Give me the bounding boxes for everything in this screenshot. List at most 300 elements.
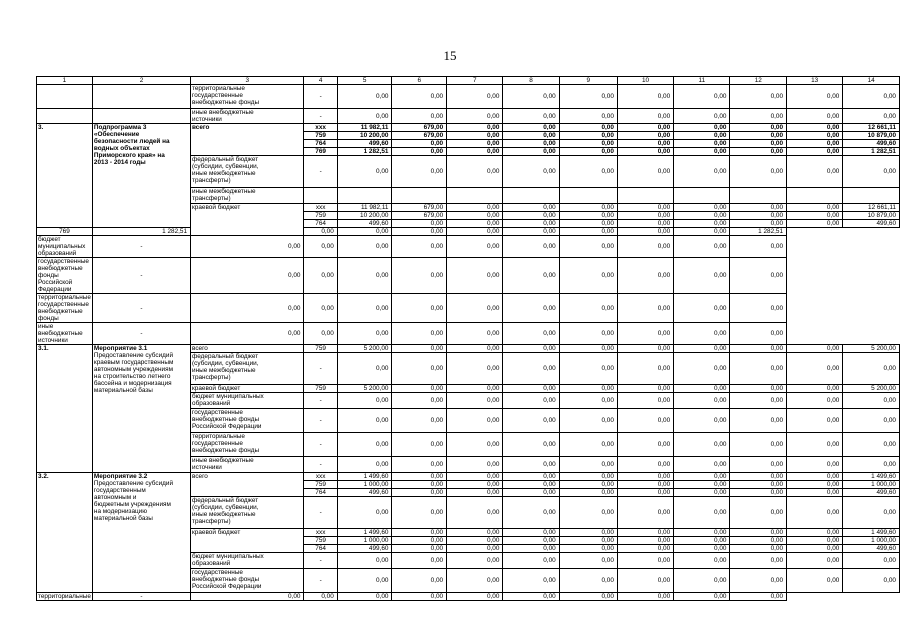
budget-code: - — [304, 553, 337, 569]
amount-cell-col-12: 0,00 — [730, 457, 787, 473]
amount-cell-col-12: 0,00 — [730, 569, 787, 593]
funding-source: бюджет муниципальных образований — [191, 393, 304, 409]
amount-cell-col-7: 0,00 — [447, 385, 503, 393]
budget-code: 769 — [37, 228, 93, 236]
amount-cell-col-13: 0,00 — [787, 545, 843, 553]
amount-cell-col-11: 0,00 — [559, 228, 617, 236]
amount-cell-col-6: 0,00 — [304, 323, 337, 345]
item-title: Мероприятие 3.1 Предоставление субсидий краевым государственным автономным учреждениям на строительство летнего бассейна и модернизация материальной базы — [92, 345, 190, 473]
funding-source: иные внебюджетные источники — [191, 457, 304, 473]
funding-source: территориальные — [38, 593, 91, 600]
amount-cell-col-9: 0,00 — [559, 529, 617, 537]
amount-cell-col-13: 0,00 — [787, 473, 843, 481]
amount-cell-col-12: 0,00 — [730, 553, 787, 569]
amount-cell-col-5: 0,00 — [337, 553, 392, 569]
amount-cell-col-14: 0,00 — [730, 323, 787, 345]
table-row — [37, 109, 900, 124]
amount-cell-col-13: 0,00 — [787, 212, 843, 220]
amount-cell-col-5: 0,00 — [191, 236, 304, 258]
amount-cell-col-5: 10 200,00 — [337, 212, 392, 220]
table-row — [37, 124, 900, 132]
amount-cell-col-7: 0,00 — [447, 148, 503, 156]
budget-code: - — [304, 409, 337, 433]
amount-cell-col-13: 0,00 — [787, 132, 843, 140]
amount-cell-col-7: 0,00 — [447, 345, 503, 353]
amount-cell-col-8: 0,00 — [503, 409, 559, 433]
amount-cell-col-5: 0,00 — [337, 457, 392, 473]
amount-cell-col-8: 0,00 — [392, 228, 447, 236]
funding-source: бюджет муниципальных образований — [191, 553, 304, 569]
amount-cell-col-7: 0,00 — [447, 481, 503, 489]
amount-cell-col-5: 0,00 — [337, 109, 392, 124]
amount-cell-col-13: 0,00 — [787, 569, 843, 593]
funding-source: федеральный бюджет (субсидии, субвенции, иные межбюджетные трансферты) — [191, 497, 304, 529]
amount-cell-col-14: 12 661,11 — [843, 204, 900, 212]
amount-cell-col-12: 0,00 — [730, 385, 787, 393]
amount-cell-col-11: 0,00 — [559, 323, 617, 345]
amount-cell-col-6: 0,00 — [392, 85, 447, 109]
amount-cell-col-10: 0,00 — [617, 473, 673, 481]
amount-cell-col-9: 0,00 — [559, 473, 617, 481]
amount-cell-col-6: 679,00 — [392, 204, 447, 212]
amount-cell-col-5: 0,00 — [337, 156, 392, 188]
funding-source: территориальные государственные внебюджетные фонды — [191, 433, 304, 457]
amount-cell-col-10: 0,00 — [617, 124, 673, 132]
amount-cell-col-7 — [447, 188, 503, 204]
amount-cell-col-12: 0,00 — [730, 85, 787, 109]
amount-cell-col-14: 5 200,00 — [843, 345, 900, 353]
amount-cell-col-7: 0,00 — [337, 258, 392, 294]
amount-cell-col-9: 0,00 — [559, 212, 617, 220]
item-title — [92, 109, 190, 124]
budget-code: - — [304, 569, 337, 593]
amount-cell-col-10: 0,00 — [617, 497, 673, 529]
amount-cell-col-14: 1 282,51 — [730, 228, 787, 236]
amount-cell-col-6: 0,00 — [392, 545, 447, 553]
amount-cell-col-7: 0,00 — [337, 593, 392, 601]
amount-cell-col-9: 0,00 — [559, 433, 617, 457]
amount-cell-col-10: 0,00 — [617, 353, 673, 385]
amount-cell-col-11: 0,00 — [674, 457, 730, 473]
item-title: Мероприятие 3.2 Предоставление субсидий государственным автономным и бюджетным учреждениям на модернизацию материальной базы — [92, 473, 190, 593]
budget-code: - — [304, 156, 337, 188]
amount-cell-col-9: 0,00 — [447, 593, 503, 601]
budget-code: 759 — [304, 537, 337, 545]
amount-cell-col-13: 0,00 — [787, 204, 843, 212]
amount-cell-col-8: 0,00 — [503, 220, 559, 228]
amount-cell-col-12: 0,00 — [730, 204, 787, 212]
amount-cell-col-5: 0,00 — [337, 569, 392, 593]
amount-cell-col-11: 0,00 — [674, 481, 730, 489]
amount-cell-col-7: 0,00 — [447, 497, 503, 529]
amount-cell-col-12: 0,00 — [617, 593, 673, 601]
table-row — [37, 323, 900, 345]
funding-source: иные внебюджетные источники — [191, 109, 304, 124]
item-number: 3. — [37, 124, 93, 228]
amount-cell-col-12: 0,00 — [617, 236, 673, 258]
amount-cell-col-14: 0,00 — [730, 258, 787, 294]
funding-source: иные межбюджетные трансферты) — [191, 188, 304, 204]
amount-cell-col-7: 0,00 — [447, 433, 503, 457]
amount-cell-col-10: 0,00 — [503, 236, 559, 258]
funding-source: всего — [191, 345, 304, 353]
amount-cell-col-6: 0,00 — [392, 569, 447, 593]
amount-cell-col-10: 0,00 — [617, 569, 673, 593]
budget-code: - — [304, 433, 337, 457]
amount-cell-col-8: 0,00 — [503, 545, 559, 553]
amount-cell-col-8: 0,00 — [503, 85, 559, 109]
amount-cell-col-5: 0,00 — [191, 323, 304, 345]
amount-cell-col-5: 1 499,60 — [337, 473, 392, 481]
budget-code: - — [92, 593, 190, 601]
budget-table — [36, 76, 900, 601]
amount-cell-col-12: 0,00 — [730, 140, 787, 148]
amount-cell-col-6: 0,00 — [392, 497, 447, 529]
amount-cell-col-8: 0,00 — [503, 529, 559, 537]
funding-source: государственные внебюджетные фонды Российской Федерации — [191, 409, 304, 433]
amount-cell-col-5: 499,60 — [337, 545, 392, 553]
amount-cell-col-7: 0,00 — [447, 457, 503, 473]
amount-cell-col-14: 5 200,00 — [843, 385, 900, 393]
amount-cell-col-13: 0,00 — [787, 345, 843, 353]
amount-cell-col-8: 0,00 — [392, 294, 447, 323]
budget-code: 764 — [304, 489, 337, 497]
amount-cell-col-12: 0,00 — [617, 228, 673, 236]
column-number-row — [37, 77, 900, 85]
amount-cell-col-11: 0,00 — [674, 385, 730, 393]
amount-cell-col-6: 0,00 — [392, 457, 447, 473]
amount-cell-col-6: 0,00 — [392, 156, 447, 188]
amount-cell-col-14: 0,00 — [843, 156, 900, 188]
amount-cell-col-14: 0,00 — [730, 593, 787, 601]
budget-code: - — [92, 236, 190, 258]
amount-cell-col-13: 0,00 — [674, 593, 730, 601]
amount-cell-col-14: 0,00 — [843, 409, 900, 433]
amount-cell-col-10: 0,00 — [617, 85, 673, 109]
column-number-7: 7 — [447, 77, 503, 85]
amount-cell-col-8: 0,00 — [503, 473, 559, 481]
funding-source: иные внебюджетные источники — [37, 323, 93, 345]
amount-cell-col-7: 0,00 — [447, 212, 503, 220]
amount-cell-col-10: 0,00 — [617, 393, 673, 409]
amount-cell-col-8: 0,00 — [503, 393, 559, 409]
amount-cell-col-8: 0,00 — [392, 236, 447, 258]
amount-cell-col-9: 0,00 — [559, 204, 617, 212]
amount-cell-col-8: 0,00 — [503, 537, 559, 545]
amount-cell-col-14: 0,00 — [843, 353, 900, 385]
amount-cell-col-14: 499,60 — [843, 140, 900, 148]
funding-source: государственные внебюджетные фонды Российской Федерации — [37, 258, 93, 294]
amount-cell-col-11: 0,00 — [674, 553, 730, 569]
amount-cell-col-6: 0,00 — [392, 433, 447, 457]
amount-cell-col-10: 0,00 — [617, 212, 673, 220]
amount-cell-col-10: 0,00 — [617, 148, 673, 156]
amount-cell-col-13: 0,00 — [787, 553, 843, 569]
amount-cell-col-13: 0,00 — [787, 497, 843, 529]
column-number-5: 5 — [337, 77, 392, 85]
amount-cell-col-8 — [503, 188, 559, 204]
amount-cell-col-7: 0,00 — [447, 569, 503, 593]
amount-cell-col-7: 0,00 — [447, 529, 503, 537]
budget-code: 764 — [304, 220, 337, 228]
amount-cell-col-14: 0,00 — [843, 553, 900, 569]
amount-cell-col-11: 0,00 — [674, 109, 730, 124]
amount-cell-col-11: 0,00 — [674, 345, 730, 353]
amount-cell-col-8: 0,00 — [503, 433, 559, 457]
funding-source: федеральный бюджет (субсидии, субвенции, иные межбюджетные трансферты) — [191, 156, 304, 188]
amount-cell-col-9: 0,00 — [559, 220, 617, 228]
amount-cell-col-13: 0,00 — [787, 353, 843, 385]
amount-cell-col-9: 0,00 — [559, 457, 617, 473]
amount-cell-col-9: 0,00 — [559, 148, 617, 156]
amount-cell-col-5: 11 982,11 — [337, 204, 392, 212]
amount-cell-col-9: 0,00 — [559, 497, 617, 529]
amount-cell-col-13: 0,00 — [787, 220, 843, 228]
amount-cell-col-8: 0,00 — [503, 497, 559, 529]
amount-cell-col-8: 0,00 — [503, 109, 559, 124]
amount-cell-col-9: 0,00 — [559, 132, 617, 140]
amount-cell-col-8: 0,00 — [392, 258, 447, 294]
budget-table-wrapper — [36, 76, 900, 601]
amount-cell-col-8: 0,00 — [503, 353, 559, 385]
amount-cell-col-7: 0,00 — [337, 323, 392, 345]
budget-code: xxx — [304, 204, 337, 212]
amount-cell-col-11: 0,00 — [674, 148, 730, 156]
amount-cell-col-14: 1 499,60 — [843, 473, 900, 481]
amount-cell-col-5: 0,00 — [337, 85, 392, 109]
amount-cell-col-8: 0,00 — [503, 148, 559, 156]
amount-cell-col-8: 0,00 — [503, 385, 559, 393]
amount-cell-col-6: 0,00 — [392, 393, 447, 409]
amount-cell-col-14: 0,00 — [843, 393, 900, 409]
page-number: 15 — [443, 48, 457, 63]
amount-cell-col-6: 0,00 — [304, 294, 337, 323]
amount-cell-col-11: 0,00 — [674, 473, 730, 481]
amount-cell-col-5: 5 200,00 — [337, 385, 392, 393]
amount-cell-col-14: 0,00 — [843, 433, 900, 457]
column-number-12: 12 — [730, 77, 787, 85]
amount-cell-col-11: 0,00 — [674, 569, 730, 593]
amount-cell-col-10: 0,00 — [617, 409, 673, 433]
budget-code: - — [304, 393, 337, 409]
amount-cell-col-14: 499,60 — [843, 545, 900, 553]
amount-cell-col-6: 679,00 — [392, 212, 447, 220]
amount-cell-col-7: 0,00 — [447, 140, 503, 148]
amount-cell-col-14: 1 282,51 — [843, 148, 900, 156]
amount-cell-col-7: 0,00 — [447, 220, 503, 228]
amount-cell-col-6: 0,00 — [392, 409, 447, 433]
amount-cell-col-9: 0,00 — [559, 345, 617, 353]
amount-cell-col-10: 0,00 — [617, 220, 673, 228]
amount-cell-col-9: 0,00 — [559, 489, 617, 497]
amount-cell-col-8: 0,00 — [392, 593, 447, 601]
amount-cell-col-7: 0,00 — [447, 132, 503, 140]
amount-cell-col-6: 0,00 — [392, 473, 447, 481]
amount-cell-col-7: 0,00 — [447, 204, 503, 212]
amount-cell-col-6: 0,00 — [392, 553, 447, 569]
amount-cell-col-6: 0,00 — [304, 593, 337, 601]
amount-cell-col-12: 0,00 — [617, 323, 673, 345]
amount-cell-col-13: 0,00 — [787, 148, 843, 156]
budget-code: 759 — [304, 345, 337, 353]
amount-cell-col-10: 0,00 — [617, 385, 673, 393]
column-number-9: 9 — [559, 77, 617, 85]
table-body — [37, 77, 900, 601]
amount-cell-col-9: 0,00 — [559, 553, 617, 569]
amount-cell-col-12: 0,00 — [730, 409, 787, 433]
amount-cell-col-8: 0,00 — [503, 132, 559, 140]
amount-cell-col-5: 0,00 — [337, 393, 392, 409]
budget-code: 759 — [304, 481, 337, 489]
amount-cell-col-5: 1 282,51 — [92, 228, 190, 236]
amount-cell-col-9: 0,00 — [447, 236, 503, 258]
amount-cell-col-14: 0,00 — [843, 569, 900, 593]
amount-cell-col-9: 0,00 — [559, 569, 617, 593]
budget-code: xxx — [304, 473, 337, 481]
amount-cell-col-5: 0,00 — [337, 497, 392, 529]
amount-cell-col-11: 0,00 — [674, 537, 730, 545]
amount-cell-col-5: 1 000,00 — [337, 481, 392, 489]
amount-cell-col-13: 0,00 — [787, 409, 843, 433]
budget-code: - — [304, 457, 337, 473]
amount-cell-col-13: 0,00 — [787, 433, 843, 457]
table-row — [37, 258, 900, 294]
amount-cell-col-10: 0,00 — [617, 345, 673, 353]
amount-cell-col-9: 0,00 — [559, 109, 617, 124]
amount-cell-col-9: 0,00 — [559, 385, 617, 393]
amount-cell-col-14: 0,00 — [843, 497, 900, 529]
budget-code: - — [92, 323, 190, 345]
amount-cell-col-10: 0,00 — [503, 294, 559, 323]
table-row — [37, 593, 900, 601]
amount-cell-col-7: 0,00 — [337, 236, 392, 258]
amount-cell-col-14: 0,00 — [730, 294, 787, 323]
item-number — [37, 85, 93, 109]
funding-source: краевой бюджет — [191, 204, 304, 236]
amount-cell-col-11: 0,00 — [674, 393, 730, 409]
amount-cell-col-13: 0,00 — [787, 489, 843, 497]
amount-cell-col-14: 0,00 — [843, 109, 900, 124]
funding-source: территориальные государственные внебюджетные фонды — [191, 85, 304, 109]
budget-code: - — [92, 294, 190, 323]
amount-cell-col-9: 0,00 — [447, 258, 503, 294]
amount-cell-col-12: 0,00 — [730, 353, 787, 385]
amount-cell-col-6: 0,00 — [304, 258, 337, 294]
amount-cell-col-10: 0,00 — [617, 457, 673, 473]
funding-source: краевой бюджет — [191, 385, 304, 393]
budget-code: 769 — [304, 148, 337, 156]
amount-cell-col-7: 0,00 — [447, 109, 503, 124]
budget-code: 759 — [304, 132, 337, 140]
amount-cell-col-6: 0,00 — [392, 345, 447, 353]
amount-cell-col-5: 0,00 — [337, 409, 392, 433]
amount-cell-col-12: 0,00 — [730, 124, 787, 132]
funding-source: бюджет муниципальных образований — [37, 236, 93, 258]
budget-code — [304, 188, 337, 204]
amount-cell-col-12: 0,00 — [730, 393, 787, 409]
amount-cell-col-11: 0,00 — [559, 593, 617, 601]
amount-cell-col-5: 499,60 — [337, 489, 392, 497]
budget-code: 764 — [304, 545, 337, 553]
amount-cell-col-11: 0,00 — [674, 132, 730, 140]
amount-cell-col-8: 0,00 — [503, 553, 559, 569]
item-title: Подпрограмма 3 «Обеспечение безопасности людей на водных объектах Приморского края» на 2013 - 2014 годы — [92, 124, 190, 228]
table-row — [37, 85, 900, 109]
amount-cell-col-10: 0,00 — [503, 228, 559, 236]
amount-cell-col-5: 11 982,11 — [337, 124, 392, 132]
amount-cell-col-14: 0,00 — [843, 85, 900, 109]
item-number: 3.1. — [37, 345, 93, 473]
amount-cell-col-11: 0,00 — [674, 353, 730, 385]
amount-cell-col-6: 0,00 — [304, 236, 337, 258]
amount-cell-col-5: 5 200,00 — [337, 345, 392, 353]
amount-cell-col-13: 0,00 — [787, 481, 843, 489]
amount-cell-col-13: 0,00 — [787, 109, 843, 124]
column-number-1: 1 — [37, 77, 93, 85]
amount-cell-col-12: 0,00 — [730, 220, 787, 228]
budget-code: - — [304, 497, 337, 529]
amount-cell-col-6: 0,00 — [392, 148, 447, 156]
funding-source: территориальные государственные внебюджетные фонды — [38, 294, 91, 322]
amount-cell-col-5: 0,00 — [191, 258, 304, 294]
amount-cell-col-10: 0,00 — [617, 537, 673, 545]
amount-cell-col-7: 0,00 — [447, 393, 503, 409]
amount-cell-col-12: 0,00 — [730, 489, 787, 497]
amount-cell-col-11: 0,00 — [674, 220, 730, 228]
amount-cell-col-13: 0,00 — [787, 124, 843, 132]
amount-cell-col-6: 0,00 — [392, 140, 447, 148]
amount-cell-col-5: 0,00 — [337, 353, 392, 385]
amount-cell-col-11: 0,00 — [674, 497, 730, 529]
amount-cell-col-7: 0,00 — [337, 228, 392, 236]
amount-cell-col-12: 0,00 — [730, 148, 787, 156]
amount-cell-col-6: 0,00 — [392, 220, 447, 228]
amount-cell-col-9: 0,00 — [559, 481, 617, 489]
column-number-3: 3 — [191, 77, 304, 85]
amount-cell-col-10: 0,00 — [617, 433, 673, 457]
amount-cell-col-13: 0,00 — [787, 457, 843, 473]
amount-cell-col-12: 0,00 — [617, 258, 673, 294]
column-number-4: 4 — [304, 77, 337, 85]
amount-cell-col-10: 0,00 — [617, 529, 673, 537]
amount-cell-col-10: 0,00 — [617, 545, 673, 553]
amount-cell-col-6: 679,00 — [392, 132, 447, 140]
amount-cell-col-13 — [787, 188, 843, 204]
budget-code: - — [304, 353, 337, 385]
table-row — [37, 228, 900, 236]
amount-cell-col-14 — [843, 188, 900, 204]
amount-cell-col-11: 0,00 — [559, 294, 617, 323]
amount-cell-col-8: 0,00 — [503, 156, 559, 188]
amount-cell-col-6: 679,00 — [392, 124, 447, 132]
amount-cell-col-10: 0,00 — [617, 489, 673, 497]
amount-cell-col-13: 0,00 — [674, 258, 730, 294]
amount-cell-col-14: 1 000,00 — [843, 537, 900, 545]
amount-cell-col-10: 0,00 — [617, 204, 673, 212]
amount-cell-col-10: 0,00 — [617, 140, 673, 148]
amount-cell-col-12: 0,00 — [730, 545, 787, 553]
amount-cell-col-10: 0,00 — [503, 258, 559, 294]
amount-cell-col-7: 0,00 — [447, 353, 503, 385]
table-row — [37, 294, 900, 323]
amount-cell-col-12: 0,00 — [730, 156, 787, 188]
amount-cell-col-6: 0,00 — [392, 489, 447, 497]
amount-cell-col-13: 0,00 — [787, 393, 843, 409]
amount-cell-col-8: 0,00 — [503, 212, 559, 220]
amount-cell-col-11: 0,00 — [674, 489, 730, 497]
budget-code: - — [304, 85, 337, 109]
amount-cell-col-14: 1 000,00 — [843, 481, 900, 489]
